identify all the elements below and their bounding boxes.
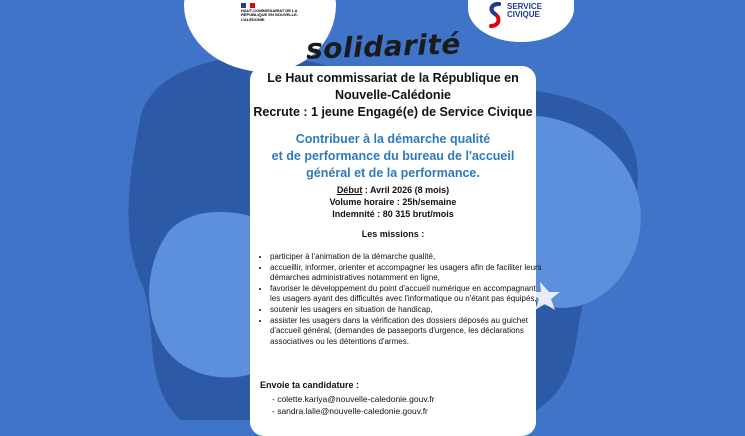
list-item: • soutenir les usagers en situation de handicap, bbox=[270, 305, 546, 316]
candidature-title: Envoie ta candidature : bbox=[260, 380, 360, 390]
mission-headline-2: et de performance du bureau de l'accueil bbox=[271, 149, 515, 163]
rf-logo-text: HAUT-COMMISSARIAT DE LA RÉPUBLIQUE EN NOUVELLE-CALÉDONIE bbox=[241, 8, 299, 22]
start-value: : Avril 2026 (8 mois) bbox=[362, 185, 450, 195]
solidarite-banner: solidarité bbox=[305, 27, 462, 66]
allowance: Indemnité : 80 315 brut/mois bbox=[332, 209, 454, 219]
service-civique-mark-icon bbox=[487, 2, 503, 28]
service-civique-logo-text: SERVICE CIVIQUE bbox=[507, 2, 542, 19]
header-line-1: Le Haut commissariat de la République en bbox=[267, 71, 519, 85]
list-item: • accueillir, informer, orienter et accompagner les usagers afin de faciliter leurs démarches administratives notamment en ligne, bbox=[270, 263, 546, 284]
mission-headline-3: général et de la performance. bbox=[306, 166, 480, 180]
email-link-2[interactable]: - sandra.lalie@nouvelle-caledonie.gouv.fr bbox=[272, 406, 428, 416]
weekly-hours: Volume horaire : 25h/semaine bbox=[329, 197, 457, 207]
missions-title: Les missions : bbox=[361, 229, 425, 239]
start-date bbox=[250, 184, 536, 196]
start-label: Début bbox=[336, 185, 363, 195]
missions-list bbox=[258, 252, 546, 347]
list-item: • favoriser le développement du point d'accueil numérique en accompagnant les usagers ayant des difficultés avec l'informatique ou n'étant pas équipés, bbox=[270, 284, 546, 305]
list-item: • assister les usagers dans la vérification des dossiers déposés au guichet d'accueil général, (demandes de passeports d'urgence, les déclarations associatives ou les détentions d'armes. bbox=[270, 316, 546, 348]
email-link-1[interactable]: - colette.kariya@nouvelle-caledonie.gouv.fr bbox=[272, 394, 435, 404]
mission-headline-1: Contribuer à la démarche qualité bbox=[295, 132, 491, 146]
header-line-3: Recrute : 1 jeune Engagé(e) de Service Civique bbox=[253, 105, 533, 119]
header-line-2: Nouvelle-Calédonie bbox=[335, 88, 451, 102]
list-item: • participer à l'animation de la démarche qualité, bbox=[270, 252, 546, 263]
